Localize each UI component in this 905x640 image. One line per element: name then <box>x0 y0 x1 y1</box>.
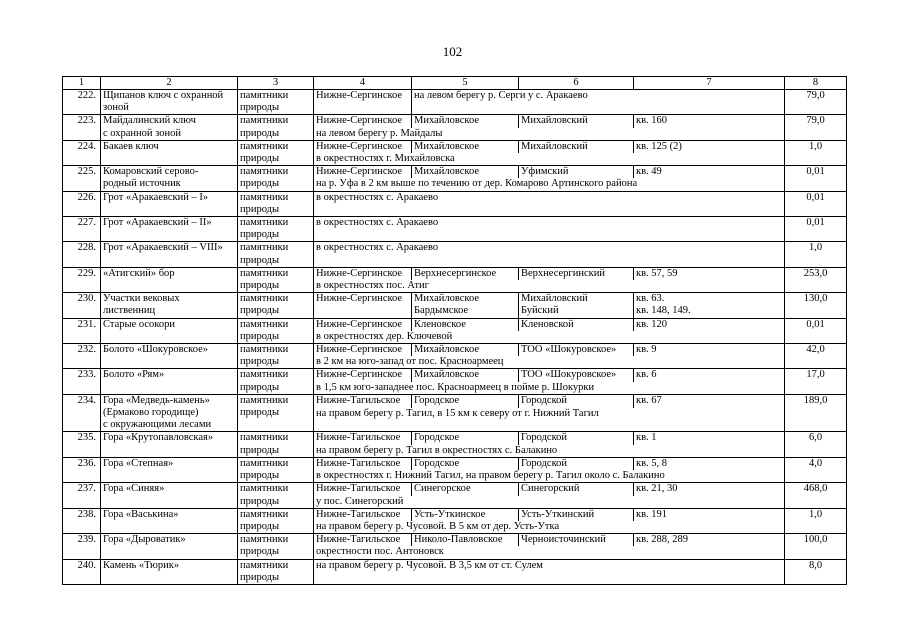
column-header: 7 <box>634 77 785 90</box>
quarter-cell: кв. 120 <box>634 318 785 331</box>
column-header: 8 <box>785 77 847 90</box>
object-name-line: зоной <box>103 102 129 114</box>
table-row <box>63 242 847 266</box>
subdistrict-cell: Бардымское <box>412 305 519 318</box>
category <box>238 483 314 508</box>
area-cell: 130,0 <box>785 293 847 318</box>
subdistrict-cell: Михайловское <box>412 140 519 153</box>
district-cell: Нижне-Тагильское <box>314 508 412 521</box>
object-name <box>101 534 238 559</box>
table-row <box>63 166 847 179</box>
object-name <box>101 191 238 216</box>
quarter-cell: кв. 9 <box>634 344 785 357</box>
area-cell: 189,0 <box>785 394 847 432</box>
row-number: 236. <box>63 457 101 482</box>
object-name <box>101 432 238 457</box>
category-line: природы <box>240 520 280 532</box>
subdistrict-cell: Кленовское <box>412 318 519 331</box>
district-cell: Нижне-Тагильское <box>314 483 412 496</box>
subdistrict-cell: Городское <box>412 457 519 470</box>
forestry-cell: Городской <box>519 432 634 445</box>
column-header: 3 <box>238 77 314 90</box>
district-cell <box>314 305 412 318</box>
category-line: памятники <box>240 483 289 495</box>
object-name <box>101 90 238 115</box>
location-cell: в окрестностях с. Аракаево <box>314 217 785 241</box>
object-name-line: Грот «Аракаевский – VIII» <box>103 242 223 254</box>
category <box>238 432 314 457</box>
object-name-line: Комаровский серово- <box>103 166 199 178</box>
quarter-cell: кв. 160 <box>634 115 785 128</box>
quarter-cell: кв. 67 <box>634 394 785 408</box>
district-cell: Нижне-Тагильское <box>314 457 412 470</box>
subdistrict-cell: Михайловское <box>412 166 519 179</box>
object-name <box>101 369 238 394</box>
row-number: 223. <box>63 115 101 140</box>
row-number: 230. <box>63 293 101 318</box>
quarter-cell: кв. 288, 289 <box>634 534 785 547</box>
forestry-cell: ТОО «Шокуровское» <box>519 369 634 382</box>
area-cell: 42,0 <box>785 344 847 369</box>
subdistrict-cell: Михайловское <box>412 344 519 357</box>
quarter-cell: кв. 148, 149. <box>634 305 785 318</box>
forestry-cell: Буйский <box>519 305 634 318</box>
row-number: 229. <box>63 267 101 292</box>
area-cell: 79,0 <box>785 90 847 115</box>
object-name-line: Грот «Аракаевский – II» <box>103 217 212 229</box>
category-line: природы <box>240 178 280 190</box>
row-number: 240. <box>63 559 101 584</box>
object-name-line: Щипанов ключ с охранной <box>103 90 224 101</box>
category <box>238 267 314 292</box>
area-cell: 0,01 <box>785 318 847 343</box>
object-name <box>101 115 238 140</box>
area-cell: 468,0 <box>785 483 847 508</box>
forestry-cell: Кленовской <box>519 318 634 331</box>
category-line: памятники <box>240 432 289 444</box>
category <box>238 534 314 559</box>
table-row <box>63 140 847 153</box>
area-cell: 0,01 <box>785 166 847 191</box>
category <box>238 318 314 343</box>
area-cell: 17,0 <box>785 369 847 394</box>
object-name <box>101 166 238 191</box>
quarter-cell: кв. 1 <box>634 432 785 445</box>
table-row <box>63 534 847 547</box>
district-cell: Нижне-Сергинское <box>314 140 412 153</box>
category-line: природы <box>240 356 280 368</box>
quarter-cell: кв. 63. <box>634 293 785 306</box>
category-line: памятники <box>240 457 289 469</box>
table-row <box>63 293 847 306</box>
table-row <box>63 394 847 408</box>
row-number: 234. <box>63 394 101 432</box>
table-row <box>63 457 847 470</box>
district-cell: Нижне-Сергинское <box>314 318 412 331</box>
location-cell: в окрестностях с. Аракаево <box>314 191 785 215</box>
row-number: 224. <box>63 140 101 165</box>
location-cell: в окрестностях г. Нижний Тагил, на правом берегу р. Тагил около с. Балакино <box>314 470 785 483</box>
object-name-line: с окружающими лесами <box>103 419 212 431</box>
category-line: памятники <box>240 559 289 571</box>
subdistrict-cell: Михайловское <box>412 293 519 306</box>
quarter-cell: кв. 21, 30 <box>634 483 785 496</box>
location-cell: окрестности пос. Антоновск <box>314 546 785 559</box>
table-row <box>63 318 847 331</box>
location-cell: в 1,5 км юго-западнее пос. Красноармеец в пойме р. Шокурки <box>314 382 785 395</box>
forestry-cell: Михайловский <box>519 115 634 128</box>
category <box>238 394 314 432</box>
object-name <box>101 394 238 432</box>
category-line: памятники <box>240 369 289 381</box>
forestry-cell: Уфимский <box>519 166 634 179</box>
object-name <box>101 267 238 292</box>
area-cell: 0,01 <box>785 191 847 216</box>
subdistrict-cell: Синегорское <box>412 483 519 496</box>
category-line: памятники <box>240 344 289 356</box>
location-cell: на правом берегу р. Чусовой. В 5 км от дер. Усть-Утка <box>314 521 785 534</box>
object-name <box>101 483 238 508</box>
district-cell: Нижне-Тагильское <box>314 432 412 445</box>
category <box>238 369 314 394</box>
forestry-cell: Михайловский <box>519 293 634 306</box>
object-name <box>101 140 238 165</box>
row-number: 239. <box>63 534 101 559</box>
category-line: природы <box>240 495 280 507</box>
table-body <box>63 77 847 585</box>
header-row <box>63 77 847 90</box>
category-line: памятники <box>240 242 289 254</box>
object-name-line: родный источник <box>103 178 181 190</box>
object-name-line: Гора «Крутопавловская» <box>103 432 214 444</box>
district-cell: Нижне-Сергинское <box>314 344 412 357</box>
category <box>238 508 314 533</box>
row-number: 231. <box>63 318 101 343</box>
table-row <box>63 90 847 114</box>
location-cell: в окрестностях с. Аракаево <box>314 242 785 266</box>
category-line: природы <box>240 280 280 292</box>
location-cell: на правом берегу р. Тагил в окрестностях с. Балакино <box>314 445 785 458</box>
quarter-cell: кв. 5, 8 <box>634 457 785 470</box>
category-line: природы <box>240 381 280 393</box>
category-line: природы <box>240 203 280 215</box>
object-name-line: Старые осокори <box>103 318 175 330</box>
category <box>238 344 314 369</box>
category-line: природы <box>240 102 280 114</box>
category <box>238 90 314 115</box>
location-cell: на р. Уфа в 2 км выше по течению от дер. Комарово Артинского района <box>314 178 785 191</box>
object-name-line: (Ермаково городище) <box>103 407 199 419</box>
row-number: 233. <box>63 369 101 394</box>
object-name <box>101 559 238 584</box>
subdistrict-cell: Городское <box>412 394 519 408</box>
table-row <box>63 191 847 215</box>
object-name <box>101 293 238 318</box>
quarter-cell: кв. 191 <box>634 508 785 521</box>
row-number: 238. <box>63 508 101 533</box>
column-header: 1 <box>63 77 101 90</box>
category-line: природы <box>240 546 280 558</box>
category-line: памятники <box>240 534 289 546</box>
subdistrict-cell: Городское <box>412 432 519 445</box>
district-cell: Нижне-Сергинское <box>314 115 412 128</box>
object-name-line: Гора «Дыроватик» <box>103 534 186 546</box>
category-line: памятники <box>240 191 289 203</box>
category-line: природы <box>240 444 280 456</box>
quarter-cell: кв. 49 <box>634 166 785 179</box>
registry-table <box>62 76 847 585</box>
row-number: 222. <box>63 90 101 115</box>
subdistrict-cell: Михайловское <box>412 369 519 382</box>
column-header: 6 <box>519 77 634 90</box>
category-line: природы <box>240 407 280 419</box>
category <box>238 191 314 216</box>
object-name-line: «Атигский» бор <box>103 267 175 279</box>
location-cell: в окрестностях г. Михайловска <box>314 153 785 166</box>
category <box>238 140 314 165</box>
object-name-line: Грот «Аракаевский – I» <box>103 191 209 203</box>
table-row <box>63 483 847 496</box>
category <box>238 293 314 318</box>
category-line: памятники <box>240 115 289 127</box>
column-header: 4 <box>314 77 412 90</box>
forestry-cell: ТОО «Шокуровское» <box>519 344 634 357</box>
category <box>238 166 314 191</box>
forestry-cell: Черноисточинский <box>519 534 634 547</box>
table-row <box>63 369 847 382</box>
area-cell: 0,01 <box>785 217 847 242</box>
forestry-cell: Верхнесергинский <box>519 267 634 280</box>
area-cell: 4,0 <box>785 457 847 482</box>
row-number: 228. <box>63 242 101 267</box>
area-cell: 1,0 <box>785 242 847 267</box>
object-name <box>101 242 238 267</box>
location-cell: на правом берегу р. Чусовой. В 3,5 км от ст. Сулем <box>314 559 785 583</box>
district-cell: Нижне-Сергинское <box>314 90 412 114</box>
category-line: природы <box>240 153 280 165</box>
object-name <box>101 457 238 482</box>
district-cell: Нижне-Сергинское <box>314 166 412 179</box>
category <box>238 559 314 584</box>
subdistrict-cell: Усть-Уткинское <box>412 508 519 521</box>
subdistrict-cell: Верхнесергинское <box>412 267 519 280</box>
object-name-line: Бакаев ключ <box>103 140 159 152</box>
object-name-line: Болото «Рям» <box>103 369 165 381</box>
object-name-line: Гора «Васькина» <box>103 508 179 520</box>
object-name-line: Майдалинский ключ <box>103 115 196 127</box>
object-name-line: лиственниц <box>103 305 156 317</box>
category-line: памятники <box>240 293 289 305</box>
table-row <box>63 267 847 280</box>
area-cell: 8,0 <box>785 559 847 584</box>
district-cell: Нижне-Тагильское <box>314 534 412 547</box>
area-cell: 100,0 <box>785 534 847 559</box>
area-cell: 1,0 <box>785 508 847 533</box>
forestry-cell: Городской <box>519 394 634 408</box>
category-line: памятники <box>240 217 289 229</box>
row-number: 232. <box>63 344 101 369</box>
category-line: природы <box>240 330 280 342</box>
category-line: памятники <box>240 394 289 406</box>
category-line: памятники <box>240 140 289 152</box>
table-row <box>63 217 847 241</box>
category-line: природы <box>240 229 280 241</box>
table-row <box>63 432 847 445</box>
area-cell: 1,0 <box>785 140 847 165</box>
location-inline: на левом берегу р. Серги у с. Аракаево <box>412 90 785 114</box>
location-cell: в окрестностях дер. Ключевой <box>314 331 785 344</box>
category-line: памятники <box>240 318 289 330</box>
category-line: природы <box>240 127 280 139</box>
category <box>238 242 314 267</box>
quarter-cell: кв. 57, 59 <box>634 267 785 280</box>
row-number: 237. <box>63 483 101 508</box>
object-name <box>101 217 238 242</box>
location-cell: на левом берегу р. Майдалы <box>314 128 785 141</box>
category-line: памятники <box>240 90 289 101</box>
category-line: памятники <box>240 166 289 178</box>
area-cell: 79,0 <box>785 115 847 140</box>
category-line: памятники <box>240 508 289 520</box>
object-name-line: Гора «Синяя» <box>103 483 165 495</box>
area-cell: 253,0 <box>785 267 847 292</box>
column-header: 5 <box>412 77 519 90</box>
table-row <box>63 115 847 128</box>
object-name-line: Гора «Степная» <box>103 457 174 469</box>
row-number: 226. <box>63 191 101 216</box>
location-cell: у пос. Синегорский <box>314 496 785 509</box>
category-line: природы <box>240 254 280 266</box>
subdistrict-cell: Михайловское <box>412 115 519 128</box>
area-cell: 6,0 <box>785 432 847 457</box>
location-blank <box>314 583 785 584</box>
forestry-cell: Усть-Уткинский <box>519 508 634 521</box>
table-row <box>63 559 847 583</box>
object-name <box>101 508 238 533</box>
table-row <box>63 344 847 357</box>
object-name <box>101 344 238 369</box>
subdistrict-cell: Николо-Павловское <box>412 534 519 547</box>
quarter-cell: кв. 125 (2) <box>634 140 785 153</box>
location-cell: в 2 км на юго-запад от пос. Красноармеец <box>314 356 785 369</box>
forestry-cell: Городской <box>519 457 634 470</box>
quarter-cell: кв. 6 <box>634 369 785 382</box>
district-cell: Нижне-Тагильское <box>314 394 412 408</box>
row-number: 235. <box>63 432 101 457</box>
object-name <box>101 318 238 343</box>
district-cell: Нижне-Сергинское <box>314 369 412 382</box>
category-line: природы <box>240 470 280 482</box>
object-name-line: Участки вековых <box>103 293 180 305</box>
object-name-line: Болото «Шокуровское» <box>103 344 209 356</box>
row-number: 227. <box>63 217 101 242</box>
forestry-cell: Синегорский <box>519 483 634 496</box>
page-number: 102 <box>442 44 463 59</box>
object-name-line: Камень «Тюрик» <box>103 559 180 571</box>
category-line: памятники <box>240 267 289 279</box>
category-line: природы <box>240 305 280 317</box>
category-line: природы <box>240 571 280 583</box>
forestry-cell: Михайловский <box>519 140 634 153</box>
object-name-line: Гора «Медведь-камень» <box>103 394 210 406</box>
object-name-line: с охранной зоной <box>103 127 181 139</box>
category <box>238 115 314 140</box>
district-cell: Нижне-Сергинское <box>314 267 412 280</box>
row-number: 225. <box>63 166 101 191</box>
column-header: 2 <box>101 77 238 90</box>
district-cell: Нижне-Сергинское <box>314 293 412 306</box>
location-cell: на правом берегу р. Тагил, в 15 км к северу от г. Нижний Тагил <box>314 408 785 432</box>
table-row <box>63 508 847 521</box>
category <box>238 217 314 242</box>
category <box>238 457 314 482</box>
location-cell: в окрестностях пос. Атиг <box>314 280 785 293</box>
